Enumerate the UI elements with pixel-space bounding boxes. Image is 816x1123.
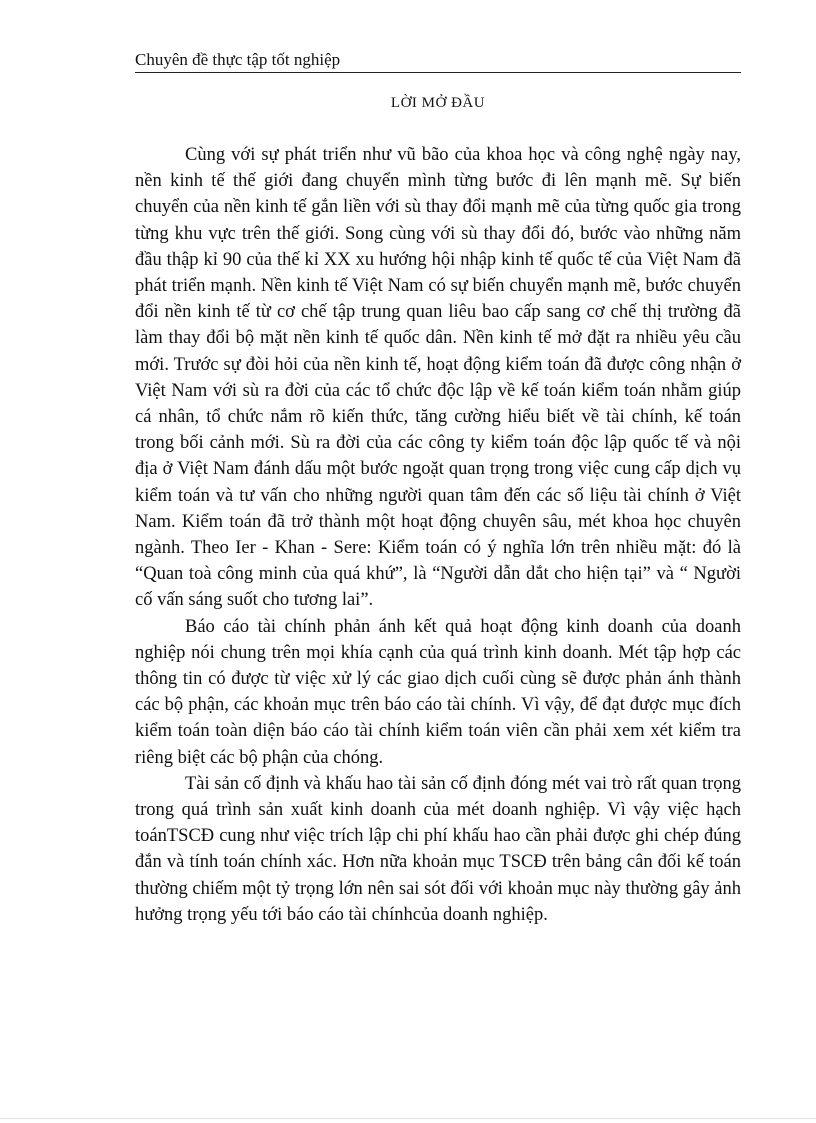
- document-heading: LỜI MỞ ĐẦU: [390, 95, 486, 111]
- page-header: [135, 48, 741, 73]
- document-body: [135, 142, 741, 928]
- header-title: Chuyên đề thực tập tốt nghiệp: [135, 50, 341, 69]
- paragraph-3: Tài sản cố định và khấu hao tài sản cố định đóng mét vai trò rất quan trọng trong quá trình sản xuất kinh doanh của mét doanh nghiệp. Vì vậy việc hạch toánTSCĐ cung như việc trích lập chi phí khấu hao cần phải được ghi chép đúng đắn và tính toán chính xác. Hơn nữa khoản mục TSCĐ trên bảng cân đối kế toán thường chiếm một tỷ trọng lớn nên sai sót đối với khoản mục này thường gây ảnh hưởng trọng yếu tới báo cáo tài chínhcủa doanh nghiệp.: [135, 773, 741, 925]
- page-bottom-edge: [0, 1118, 816, 1119]
- paragraph-1: Cùng với sự phát triển như vũ bão của khoa học và công nghệ ngày nay, nền kinh tế thế giới đang chuyển mình từng bước đi lên mạnh mẽ. Sự biến chuyển của nền kinh tế gắn liền với sù thay đổi mạnh mẽ của từng quốc gia trong từng khu vực trên thế giới. Song cùng với sù thay đổi đó, bước vào những năm đầu thập kỉ 90 của thế kỉ XX xu hướng hội nhập kinh tế quốc tế của Việt Nam đã phát triển mạnh. Nền kinh tế Việt Nam có sự biến chuyển mạnh mẽ, bước chuyển đổi nền kinh tế từ cơ chế tập trung quan liêu bao cấp sang cơ chế thị trường đã làm thay đổi bộ mặt nền kinh tế quốc dân. Nền kinh tế mở đặt ra nhiều yêu cầu mới. Trước sự đòi hỏi của nền kinh tế, hoạt động kiểm toán đã được công nhận ở Việt Nam với sù ra đời của các tổ chức độc lập về kế toán kiểm toán nhằm giúp cá nhân, tổ chức nắm rõ kiến thức, tăng cường hiểu biết về tài chính, kế toán trong bối cảnh mới. Sù ra đời của các công ty kiểm toán độc lập quốc tế và nội địa ở Việt Nam đánh dấu một bước ngoặt quan trọng trong việc cung cấp dịch vụ kiểm toán và tư vấn cho những người quan tâm đến các số liệu tài chính ở Việt Nam. Kiểm toán đã trở thành một hoạt động chuyên sâu, mét khoa học chuyên ngành. Theo Ier - Khan - Sere: Kiểm toán có ý nghĩa lớn trên nhiều mặt: đó là “Quan toà công minh của quá khứ”, là “Người dẫn dắt cho hiện tại” và “ Người cố vấn sáng suốt cho tương lai”.: [135, 145, 741, 611]
- paragraph-2: Báo cáo tài chính phản ánh kết quả hoạt động kinh doanh của doanh nghiệp nói chung trên mọi khía cạnh của quá trình kinh doanh. Mét tập hợp các thông tin có được từ việc xử lý các giao dịch cuối cùng sẽ được phản ánh thành các bộ phận, các khoản mục trên báo cáo tài chính. Vì vậy, để đạt được mục đích kiểm toán toàn diện báo cáo tài chính kiểm toán viên cần phải xem xét kiểm tra riêng biệt các bộ phận của chóng.: [135, 616, 741, 768]
